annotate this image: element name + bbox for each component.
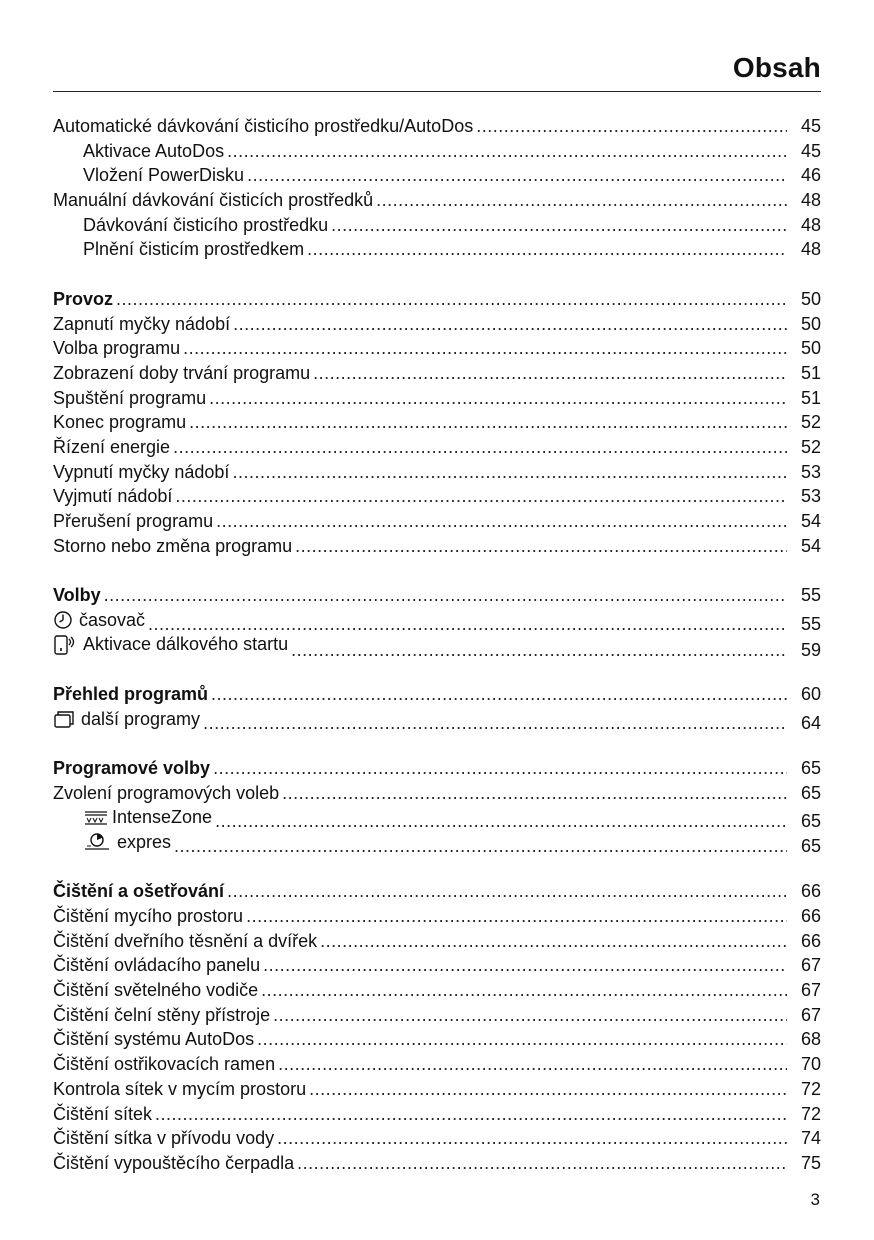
leader-dots xyxy=(155,1102,787,1127)
toc-entry-label: Spuštění programu xyxy=(53,387,207,408)
toc-entry-label: Storno nebo změna programu xyxy=(53,535,293,556)
toc-entry-label: Přerušení programu xyxy=(53,511,214,531)
toc-entry-page: 66 xyxy=(800,930,821,951)
toc-entry-page: 50 xyxy=(800,313,821,334)
toc-section-heading[interactable] xyxy=(53,583,821,608)
toc-entry[interactable] xyxy=(53,1052,821,1077)
toc-entry-page: 65 xyxy=(800,757,821,778)
toc-section-heading[interactable] xyxy=(53,682,821,707)
page-title: Obsah xyxy=(732,52,821,83)
toc-entry-page: 52 xyxy=(800,436,821,457)
toc-entry-page: 45 xyxy=(800,116,821,136)
leader-dots xyxy=(183,336,787,361)
toc-entry[interactable] xyxy=(53,1077,821,1102)
toc-section-heading[interactable] xyxy=(53,756,821,781)
toc-entry-label: Manuální dávkování čisticích prostředků xyxy=(53,190,374,211)
toc-entry-label: Provoz xyxy=(53,288,114,309)
toc-section-heading[interactable] xyxy=(53,879,821,904)
leader-dots xyxy=(189,410,787,435)
more-programs-icon xyxy=(53,709,75,729)
table-of-contents xyxy=(53,114,821,1200)
toc-entry-page: 75 xyxy=(800,1152,821,1173)
toc-entry[interactable] xyxy=(53,435,821,460)
toc-entry[interactable] xyxy=(53,1027,821,1052)
toc-entry-label: Zapnutí myčky nádobí xyxy=(53,313,231,334)
toc-entry-label: Řízení energie xyxy=(53,436,171,457)
toc-entry-label: Kontrola sítek v mycím prostoru xyxy=(53,1078,307,1099)
toc-entry-label: Vložení PowerDisku xyxy=(83,165,245,186)
toc-group-provoz xyxy=(53,287,821,559)
toc-entry-label: Aktivace dálkového startu xyxy=(83,634,289,655)
toc-entry-page: 51 xyxy=(800,387,821,408)
toc-entry-label: IntenseZone xyxy=(112,807,213,828)
toc-entry-page: 54 xyxy=(800,535,821,556)
toc-entry[interactable] xyxy=(53,484,821,509)
leader-dots xyxy=(257,1027,787,1052)
toc-entry[interactable] xyxy=(53,1003,821,1028)
toc-entry[interactable] xyxy=(53,830,821,855)
toc-entry-page: 50 xyxy=(800,338,821,359)
leader-dots xyxy=(331,213,787,238)
leader-dots xyxy=(227,139,787,164)
toc-entry-page: 67 xyxy=(800,1004,821,1025)
leader-dots xyxy=(232,460,787,485)
leader-dots xyxy=(291,638,787,657)
leader-dots xyxy=(278,1052,787,1077)
toc-entry-label: Automatické dávkování čisticího prostředku/AutoDos xyxy=(53,116,474,136)
clock-icon xyxy=(53,610,73,630)
toc-group-prehled xyxy=(53,682,821,731)
leader-dots xyxy=(209,386,787,411)
leader-dots xyxy=(246,904,787,929)
remote-start-icon xyxy=(53,634,77,656)
toc-entry-label: Čištění sítek xyxy=(53,1103,153,1124)
toc-entry-page: 48 xyxy=(800,239,821,260)
toc-entry-page: 50 xyxy=(800,288,821,309)
toc-entry-label: Konec programu xyxy=(53,412,187,433)
toc-entry-label: Čištění systému AutoDos xyxy=(53,1029,255,1050)
toc-entry[interactable] xyxy=(53,805,821,830)
toc-entry-page: 53 xyxy=(800,486,821,507)
toc-entry-label: Čištění ovládacího panelu xyxy=(53,955,261,976)
toc-entry-label: Čištění ostřikovacích ramen xyxy=(53,1054,276,1075)
leader-dots xyxy=(174,834,787,854)
toc-entry-label: Dávkování čisticího prostředku xyxy=(83,214,329,235)
toc-section-heading[interactable] xyxy=(53,287,821,312)
leader-dots xyxy=(116,287,787,312)
toc-entry-page: 72 xyxy=(800,1103,821,1124)
leader-dots xyxy=(307,237,787,262)
toc-entry-page: 48 xyxy=(800,214,821,235)
page-number: 3 xyxy=(810,1190,820,1209)
leader-dots xyxy=(295,534,787,559)
leader-dots xyxy=(227,879,787,904)
toc-entry[interactable] xyxy=(53,336,821,361)
toc-entry-label: Plnění čisticím prostředkem xyxy=(83,239,305,260)
leader-dots xyxy=(320,929,787,954)
toc-entry-label: Volba programu xyxy=(53,338,181,359)
title-divider xyxy=(53,91,821,92)
toc-entry-label: Čištění dveřního těsnění a dvířek xyxy=(53,930,318,951)
toc-entry[interactable] xyxy=(53,509,821,534)
toc-entry-page: 52 xyxy=(800,412,821,433)
toc-entry[interactable] xyxy=(53,904,821,929)
toc-entry-page: 55 xyxy=(800,585,821,606)
express-icon xyxy=(83,832,111,852)
leader-dots xyxy=(104,583,787,608)
toc-entry[interactable] xyxy=(53,929,821,954)
toc-entry-label: Aktivace AutoDos xyxy=(83,140,225,161)
toc-entry-page: 48 xyxy=(800,190,821,211)
toc-entry-label: expres xyxy=(117,831,172,852)
toc-group-autodos xyxy=(53,114,821,262)
toc-entry[interactable] xyxy=(53,188,821,213)
toc-group-cisteni xyxy=(53,879,821,1175)
toc-entry[interactable] xyxy=(53,139,821,164)
toc-entry[interactable] xyxy=(53,237,821,262)
toc-entry[interactable] xyxy=(53,953,821,978)
toc-entry-page: 74 xyxy=(800,1128,821,1149)
toc-entry-label: Programové volby xyxy=(53,757,211,778)
leader-dots xyxy=(263,953,787,978)
toc-entry[interactable] xyxy=(53,632,821,657)
toc-entry-label: Čištění a ošetřování xyxy=(53,881,225,902)
leader-dots xyxy=(213,756,787,781)
toc-entry-page: 67 xyxy=(800,980,821,1001)
toc-entry-label: Čištění čelní stěny přístroje xyxy=(53,1004,271,1025)
leader-dots xyxy=(309,1077,787,1102)
toc-entry-label: Zvolení programových voleb xyxy=(53,782,280,803)
leader-dots xyxy=(215,809,787,830)
toc-entry-label: Přehled programů xyxy=(53,683,209,704)
toc-entry-label: další programy xyxy=(81,708,201,729)
toc-entry-page: 66 xyxy=(800,906,821,926)
toc-entry-page: 45 xyxy=(800,140,821,161)
toc-entry-page: 60 xyxy=(800,683,821,704)
toc-entry[interactable] xyxy=(53,361,821,386)
toc-entry[interactable] xyxy=(53,534,821,559)
toc-entry-page: 54 xyxy=(800,511,821,531)
toc-group-volby xyxy=(53,583,821,657)
toc-entry[interactable] xyxy=(53,114,821,139)
toc-entry-label: Vypnutí myčky nádobí xyxy=(53,461,230,482)
leader-dots xyxy=(277,1126,787,1151)
leader-dots xyxy=(273,1003,787,1028)
toc-entry-page: 51 xyxy=(800,362,821,383)
leader-dots xyxy=(173,435,787,460)
toc-group-programove-volby xyxy=(53,756,821,855)
leader-dots xyxy=(297,1151,787,1176)
toc-entry-page: 65 xyxy=(800,836,821,855)
toc-entry-page: 67 xyxy=(800,955,821,976)
toc-entry[interactable] xyxy=(53,608,821,633)
toc-entry[interactable] xyxy=(53,707,821,732)
toc-entry-label: Čištění sítka v přívodu vody xyxy=(53,1128,275,1149)
toc-entry[interactable] xyxy=(53,312,821,337)
toc-entry-page: 59 xyxy=(800,639,821,658)
toc-entry[interactable] xyxy=(53,978,821,1003)
intensezone-icon xyxy=(83,809,109,827)
toc-entry-label: Čištění mycího prostoru xyxy=(53,906,244,926)
toc-entry-page: 72 xyxy=(800,1078,821,1099)
toc-entry[interactable] xyxy=(53,1126,821,1151)
leader-dots xyxy=(476,114,787,139)
leader-dots xyxy=(203,711,787,731)
toc-entry-page: 64 xyxy=(800,712,821,732)
toc-entry[interactable] xyxy=(53,213,821,238)
toc-entry-label: Čištění vypouštěcího čerpadla xyxy=(53,1152,295,1173)
toc-entry-page: 70 xyxy=(800,1054,821,1075)
leader-dots xyxy=(376,188,787,213)
leader-dots xyxy=(313,361,787,386)
toc-entry[interactable] xyxy=(53,1151,821,1176)
toc-entry-label: Čištění světelného vodiče xyxy=(53,980,259,1001)
leader-dots xyxy=(233,312,787,337)
leader-dots xyxy=(211,682,787,707)
toc-entry[interactable] xyxy=(53,781,821,806)
toc-entry-page: 55 xyxy=(800,614,821,633)
toc-entry-page: 65 xyxy=(800,810,821,830)
toc-entry[interactable] xyxy=(53,163,821,188)
toc-entry-page: 68 xyxy=(800,1029,821,1050)
toc-entry[interactable] xyxy=(53,386,821,411)
toc-entry-label: Zobrazení doby trvání programu xyxy=(53,362,311,383)
toc-entry-page: 65 xyxy=(800,782,821,803)
toc-entry-page: 66 xyxy=(800,881,821,902)
toc-entry-page: 46 xyxy=(800,165,821,186)
toc-entry-page: 53 xyxy=(800,461,821,482)
leader-dots xyxy=(261,978,787,1003)
leader-dots xyxy=(216,509,787,534)
toc-entry-label: časovač xyxy=(79,609,146,630)
toc-entry[interactable] xyxy=(53,1102,821,1127)
toc-entry[interactable] xyxy=(53,410,821,435)
leader-dots xyxy=(282,781,787,806)
toc-entry-label: Volby xyxy=(53,585,101,606)
toc-entry[interactable] xyxy=(53,460,821,485)
leader-dots xyxy=(148,612,787,632)
leader-dots xyxy=(247,163,787,188)
leader-dots xyxy=(175,484,787,509)
toc-entry-label: Vyjmutí nádobí xyxy=(53,486,173,507)
